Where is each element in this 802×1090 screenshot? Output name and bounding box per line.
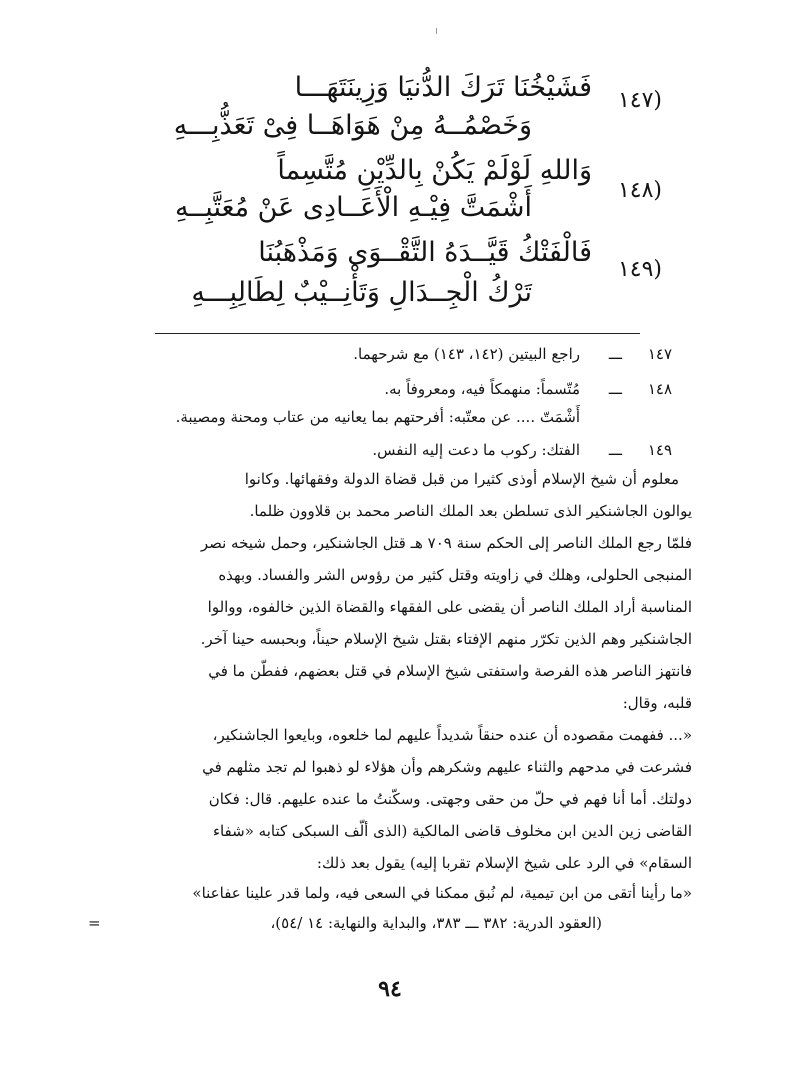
commentary-line: المنبجى الحلولى، وهلك في زاويته وقتل كثير من رؤوس الشر والفساد. وبهذه (218, 566, 692, 584)
commentary-line: المناسبة أراد الملك الناصر أن يقضى على الفقهاء والقضاة الذين خالفوه، ووالوا (207, 598, 692, 616)
verse-hemistich-first: فَالْفَتْكُ قَيَّــدَهُ التَّقْــوَى وَمَذْهَبُنَا (258, 237, 592, 268)
commentary-line: فشرعت في مدحهم والثناء عليهم وشكرهم وأن هؤلاء لو ذهبوا لم تجد مثلهم في (202, 758, 692, 776)
commentary-line: الجاشنكير وهم الذين تكرّر منهم الإفتاء بقتل شيخ الإسلام حيناً، وبحبسه حينا آخر. (200, 630, 692, 648)
commentary-line: دولتك. أما أنا فهم في حلّ من حقى وجهتى. وسكّنتُ ما عنده عليهم. قال: فكان (208, 790, 692, 808)
page-number: ٩٤ (378, 976, 402, 1002)
commentary-line: فانتهز الناصر هذه الفرصة واستفتى شيخ الإسلام في قتل بعضهم، ففطّن ما في (208, 662, 692, 680)
note-text: أَشْمَتّ .... عن معتّبه: أفرحتهم بما يعانيه من عتاب ومحنة ومصيبة. (175, 408, 580, 426)
verse-number: (١٤٩ (617, 257, 662, 282)
note-dash: ـــ (608, 380, 622, 398)
commentary-line: «ما رأينا أتقى من ابن تيمية، لم نُبق ممكنا في السعى فيه، ولما قدر علينا عفاعنا» (192, 884, 692, 902)
note-text: راجع البيتين (١٤٢، ١٤٣) مع شرحهما. (353, 345, 580, 363)
verse-hemistich-first: وَاللهِ لَوْلَمْ يَكُنْ بِالدِّيْنِ مُتَّسِماً (277, 155, 592, 186)
note-dash: ـــ (608, 345, 622, 363)
verse-hemistich-second: تَرْكُ الْجِــدَالِ وَتَأْنِــيْبٌ لِطَالِبِـــهِ (191, 277, 532, 308)
verse-number: (١٤٨ (617, 178, 662, 203)
note-number: ١٤٧ (647, 345, 672, 363)
commentary-line: «... ففهمت مقصوده أن عنده حنقاً شديداً عليهم لما خلعوه، وبايعوا الجاشنكير، (212, 726, 692, 744)
notes-separator (155, 333, 640, 334)
commentary-line: قلبه، وقال: (622, 694, 692, 712)
verse-hemistich-second: وَخَصْمُــهُ مِنْ هَوَاهَــا فِىْ تَعَذُّبِـــهِ (173, 110, 532, 141)
verse-hemistich-first: فَشَيْخُنَا تَرَكَ الدُّنيَا وَزِينَتَهَـــا (294, 72, 592, 103)
note-dash: ـــ (608, 441, 622, 459)
commentary-line: يوالون الجاشنكير الذى تسلطن بعد الملك الناصر محمد بن قلاوون ظلما. (249, 502, 692, 520)
note-text: مُتّسماً: منهمكاً فيه، ومعروفاً به. (384, 380, 580, 398)
commentary-line: فلمّا رجع الملك الناصر إلى الحكم سنة ٧٠٩ هـ قتل الجاشنكير، وحمل شيخه نصر (200, 534, 692, 552)
scan-mark (436, 28, 437, 34)
note-number: ١٤٩ (647, 441, 672, 459)
verse-number: (١٤٧ (617, 88, 662, 113)
commentary-line: معلوم أن شيخ الإسلام أوذى كثيرا من قبل قضاة الدولة وفقهائها. وكانوا (244, 470, 679, 488)
commentary-line: السقام» في الرد على شيخ الإسلام تقربا إليه) يقول بعد ذلك: (316, 854, 692, 872)
note-text: الفتك: ركوب ما دعت إليه النفس. (372, 441, 580, 459)
note-number: ١٤٨ (647, 380, 672, 398)
continuation-mark: = (88, 914, 101, 932)
commentary-line: (العقود الدرية: ٣٨٢ ـــ ٣٨٣، والبداية والنهاية: ١٤ /٥٤)، (270, 914, 602, 932)
verse-hemistich-second: أَشْمَتَّ فِيْـهِ الْأَعَــادِى عَنْ مُعَتَّبِــهِ (175, 192, 532, 223)
commentary-line: القاضى زين الدين ابن مخلوف قاضى المالكية (الذى ألّف السبكى كتابه «شفاء (212, 822, 692, 840)
